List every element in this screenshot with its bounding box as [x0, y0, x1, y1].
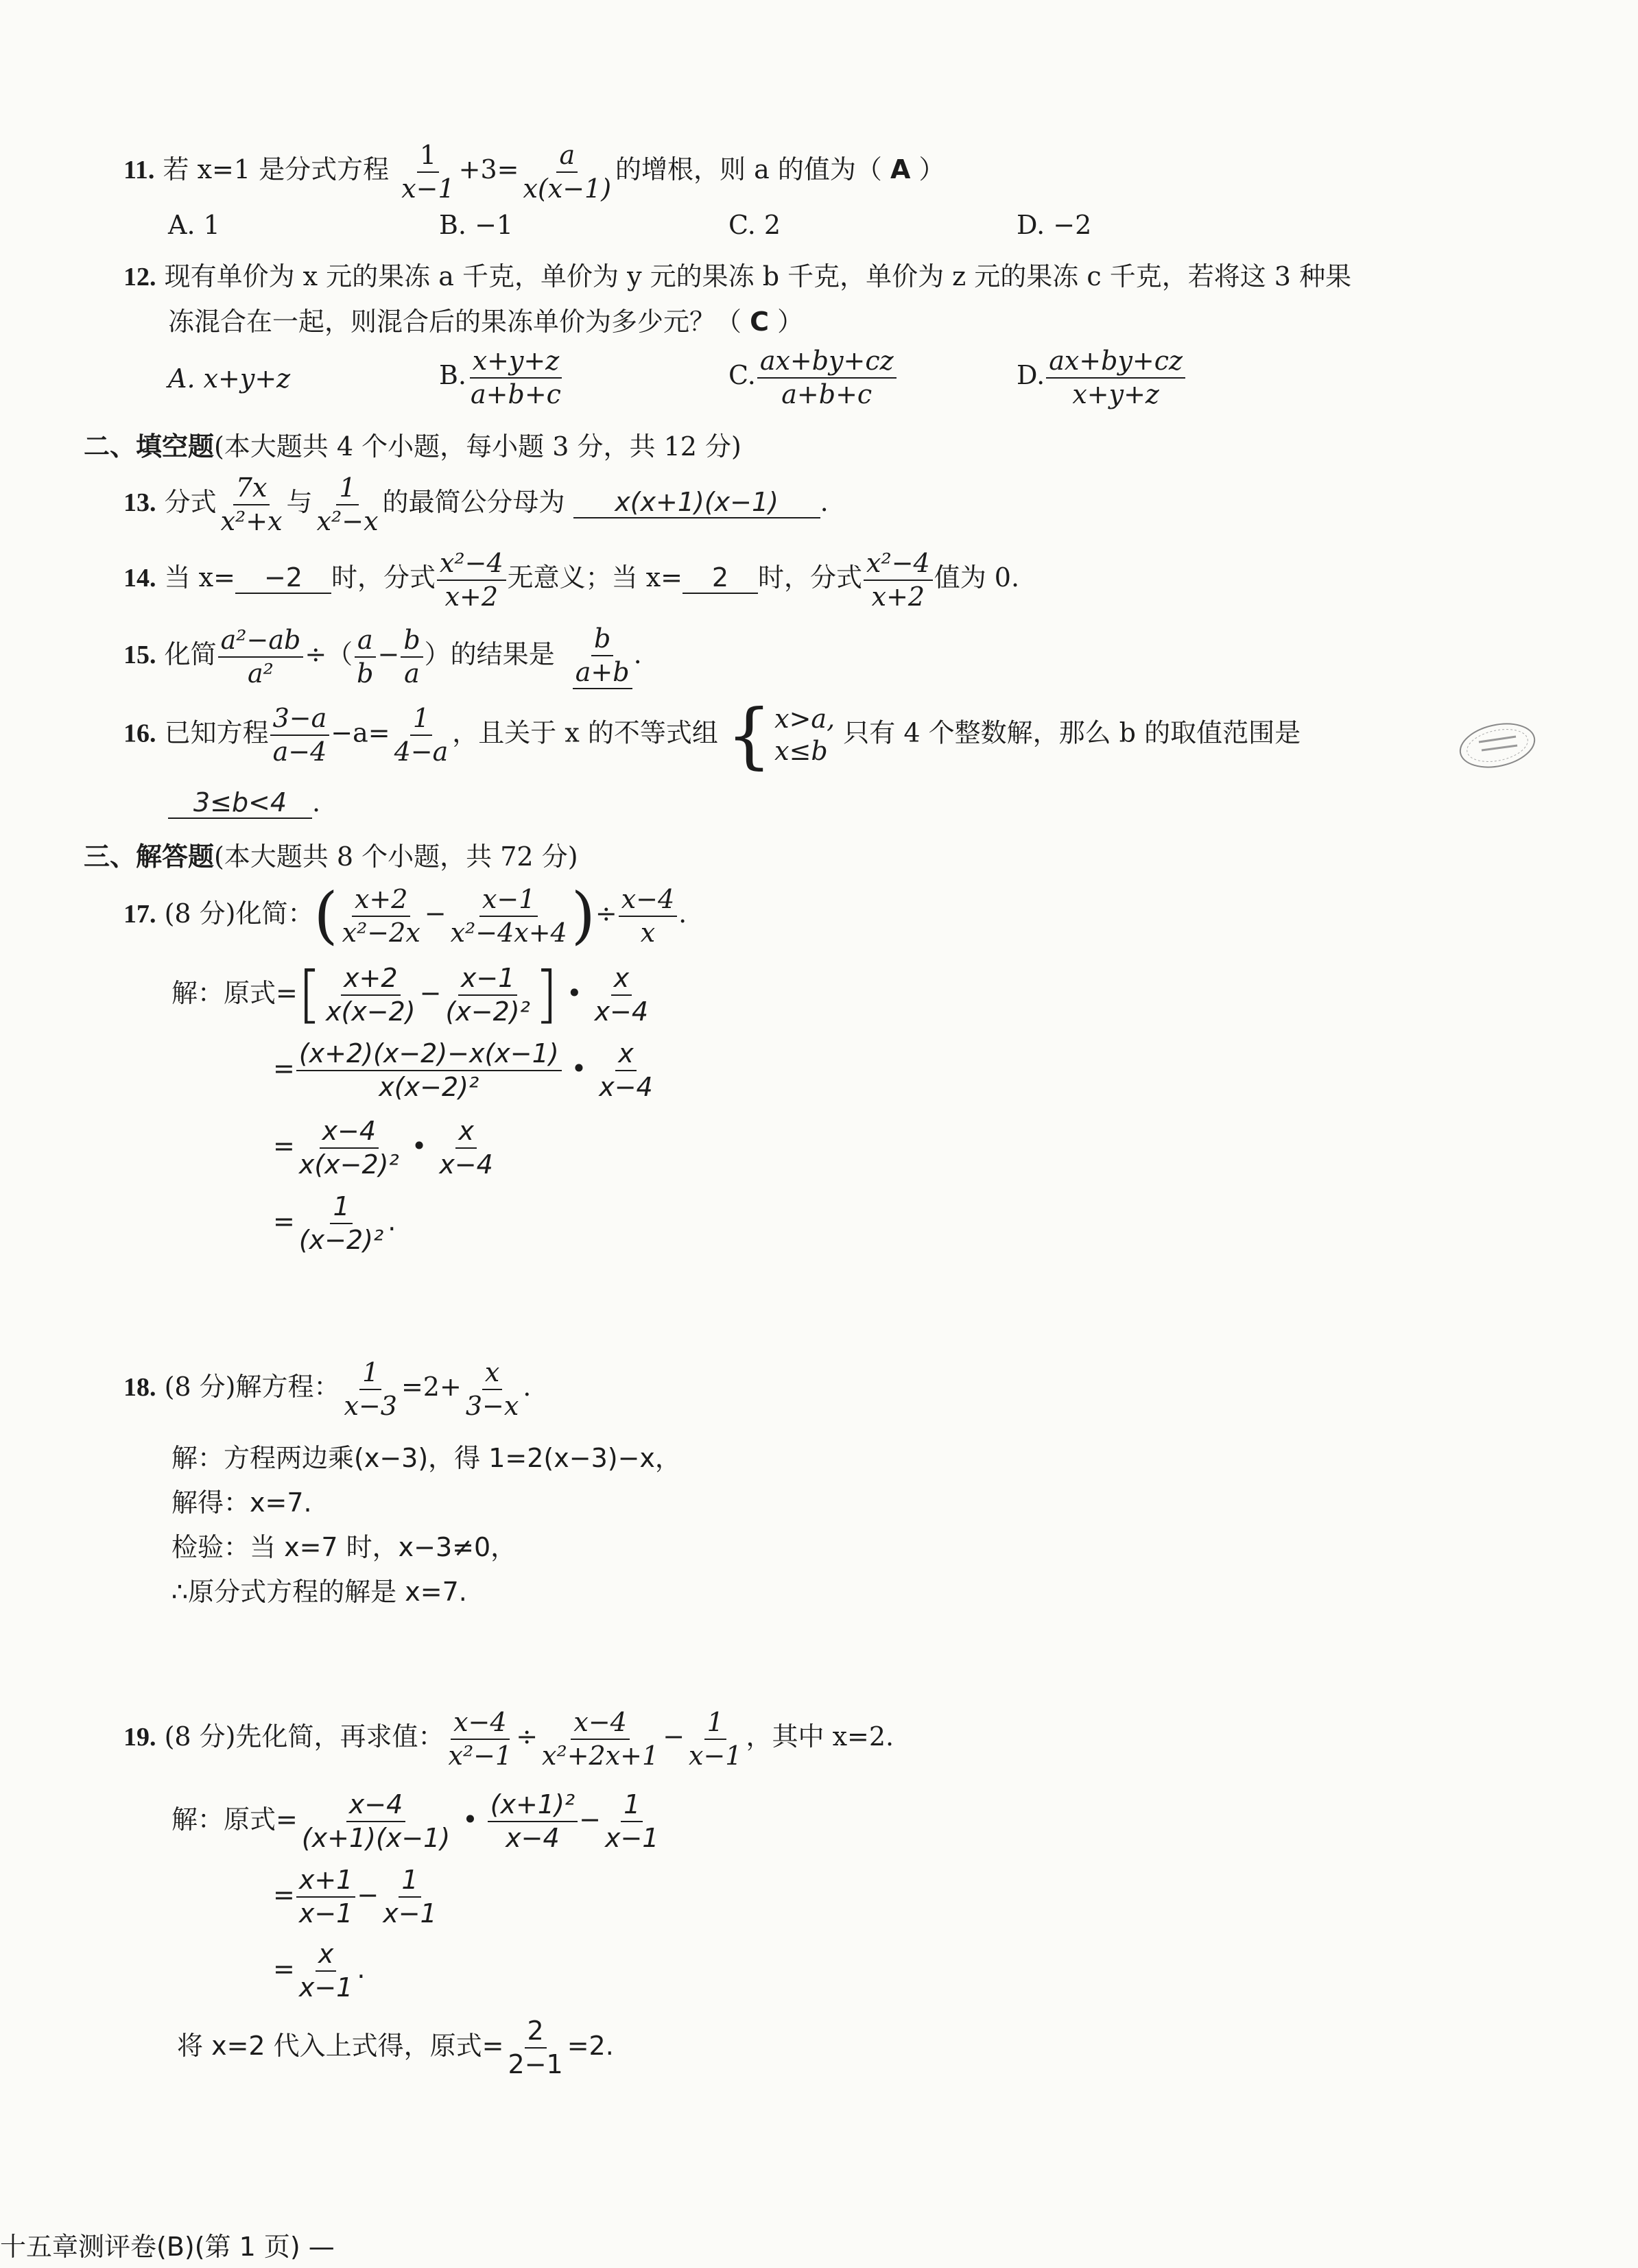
q18-solution-line-2: 解得：x=7.: [171, 1488, 312, 1518]
q11-stem: [123, 141, 945, 203]
period: .: [820, 487, 829, 518]
q11-mid: +3=: [458, 154, 519, 185]
q11-option-a: A. 1: [168, 210, 220, 240]
minus-sign: −: [663, 1721, 685, 1752]
q17-score: (8 分)化简：: [164, 898, 314, 929]
inequality-1: x>a,: [774, 703, 835, 734]
q15-text-a: 化简: [164, 639, 217, 670]
q12-option-a: A. x+y+z: [168, 363, 291, 394]
fraction: $\frac{a}{b}$: [354, 625, 376, 688]
section-note: (本大题共 4 个小题，每小题 3 分，共 12 分): [214, 431, 741, 462]
q19-step-1: 解：原式= $\frac{x-4}{(x+1)(x-1)}$ • $\frac{\text{(x+1)²}}{x-4}$ − $\frac{1}{x-1}$: [171, 1790, 663, 1852]
fraction: $\frac{x-4}{(x+1)(x-1)}$: [301, 1789, 451, 1853]
question-number: 18.: [123, 1373, 156, 1402]
period: .: [678, 898, 687, 929]
fraction: $\frac{(x+2)(x-2)-x(x-1)}{\text{x(x−2)²}}$: [296, 1039, 562, 1101]
q19-final-result: =2.: [567, 2031, 614, 2062]
answer-blank: −2: [235, 562, 331, 594]
q13: [123, 473, 829, 536]
section-heading-solutions: [84, 835, 578, 873]
question-number: 17.: [123, 900, 156, 929]
fraction: $\frac{ax+by+cz}{x+y+z}$: [1046, 346, 1185, 409]
q14-text-b: 时，分式: [331, 562, 436, 593]
q12-option-d: [1017, 346, 1187, 409]
q11-option-b: B. −1: [439, 210, 514, 240]
answer-choice: C: [750, 307, 769, 337]
q17-step-3: = $\frac{x-4}{\text{x(x−2)²}}$ • $\frac{x}{x-4}$: [273, 1117, 497, 1179]
q11-option-d: D. −2: [1017, 210, 1092, 240]
q17-step-4: = $\frac{1}{\text{(x−2)²}}$ .: [273, 1191, 396, 1255]
fraction: $\frac{x+2}{\text{x²−2x}}$: [342, 884, 420, 948]
section-title: 二、填空题: [84, 431, 215, 462]
q16-text-c: ，且关于 x 的不等式组: [452, 717, 718, 748]
q18-score: (8 分)解方程：: [164, 1372, 340, 1402]
fraction: $\frac{\text{x²−4}}{x+2}$: [864, 549, 933, 611]
option-label: D.: [1017, 360, 1045, 391]
q13-text-b: 与: [286, 487, 313, 518]
answer-fraction: $\frac{b}{a+b}$: [573, 624, 632, 689]
fraction: $\frac{x}{x-4}$: [594, 963, 649, 1027]
q18: [123, 1358, 531, 1420]
fraction: $\frac{ax+by+cz}{a+b+c}$: [757, 346, 897, 409]
q19-tail: ，其中 x=2.: [746, 1721, 894, 1752]
fraction: $\frac{x-1}{\text{x²−4x+4}}$: [450, 884, 567, 948]
q17-step-1: 解：原式=[ $\frac{x+2}{x(x-2)}$ − $\frac{x-1}{\text{(x−2)²}}$ ] • $\frac{x}{x-4}$: [171, 964, 652, 1026]
stamp-icon: [1453, 715, 1542, 776]
inequality-2: x≤b: [774, 736, 828, 766]
q12-text: 现有单价为 x 元的果冻 a 千克，单价为 y 元的果冻 b 千克，单价为 z 元的果冻 c 千克，若将这 3 种果: [164, 261, 1352, 291]
question-number: 12.: [123, 263, 156, 291]
period: .: [523, 1372, 532, 1402]
minus-sign: −: [377, 639, 400, 670]
fraction: $\frac{x-4}{\text{x²−1}}$: [448, 1707, 512, 1771]
answer-blank: 2: [682, 562, 758, 594]
fraction: $\frac{\text{(x+1)²}}{x-4}$: [488, 1790, 578, 1852]
q19-step-2: = $\frac{x+1}{x-1}$ − $\frac{1}{x-1}$: [273, 1865, 441, 1928]
q12-line1: [123, 255, 1351, 293]
q19-final-text: 将 x=2 代入上式得，原式=: [177, 2031, 504, 2062]
fraction: $\frac{x}{x-4}$: [439, 1116, 493, 1180]
option-label: B.: [439, 360, 467, 391]
q12-line2: [168, 300, 803, 338]
fraction: $\frac{x+1}{x-1}$: [296, 1865, 356, 1928]
fraction: $\frac{1}{\text{(x−2)²}}$: [298, 1191, 384, 1255]
question-number: 14.: [123, 564, 156, 593]
q17: 17. (8 分)化简：( $\frac{x+2}{\text{x²−2x}}$ − $\frac{x-1}{\text{x²−4x+4}}$ )÷ $\frac{x-4}{x}$ .: [123, 879, 687, 952]
divide-sign: ÷: [595, 898, 617, 929]
answer-blank: 3≤b<4: [168, 787, 312, 819]
q15: [123, 624, 642, 689]
q13-text-c: 的最简公分母为: [382, 487, 565, 518]
q13-text-a: 分式: [164, 487, 217, 518]
question-number: 16.: [123, 719, 156, 748]
q12-option-c: [728, 346, 898, 409]
fraction: $\frac{1}{\text{x²−x}}$: [316, 473, 379, 536]
fraction: $\frac{1}{x-1}$: [383, 1865, 437, 1929]
q16: [123, 693, 1301, 777]
q14-text-e: 值为 0.: [934, 562, 1020, 593]
question-number: 13.: [123, 488, 156, 518]
section-note: (本大题共 8 个小题，共 72 分): [214, 841, 578, 872]
fraction: $\frac{1}{x-1}$: [401, 140, 455, 204]
paren: ）: [918, 154, 945, 185]
fraction: $\frac{\text{x²−4}}{x+2}$: [437, 549, 506, 611]
inequality-system: { x>a, x≤b: [726, 693, 835, 777]
solution-label: 解：原式=: [171, 978, 298, 1009]
divide-sign: ÷: [516, 1721, 538, 1752]
q12-text-2: 冻混合在一起，则混合后的果冻单价为多少元？（: [168, 307, 742, 337]
q19-score: (8 分)先化简，再求值：: [164, 1721, 444, 1752]
fraction: $\frac{x+y+z}{a+b+c}$: [471, 346, 561, 409]
answer-choice: A: [890, 154, 911, 185]
section-heading-fill-in: [84, 425, 741, 463]
q11-text-a: 若 x=1 是分式方程: [163, 154, 390, 185]
paren: ）: [777, 307, 804, 337]
question-number: 19.: [123, 1723, 156, 1752]
q14-text-a: 当 x=: [164, 562, 235, 593]
fraction: $\frac{x}{x-4}$: [599, 1038, 653, 1102]
q11-text-b: 的增根，则 a 的值为（: [615, 154, 882, 185]
fraction: $\frac{1}{x-1}$: [604, 1789, 659, 1853]
q19: [123, 1708, 894, 1770]
fraction: $\frac{3-a}{a-4}$: [270, 704, 330, 766]
q14: [123, 549, 1019, 611]
period: .: [312, 787, 321, 817]
q18-solution-line-4: ∴原分式方程的解是 x=7.: [171, 1577, 467, 1607]
q16-text-b: −a=: [331, 717, 390, 748]
period: .: [633, 639, 642, 670]
fraction: $\frac{1}{x-3}$: [344, 1357, 397, 1421]
q19-step-3: = $\frac{x}{x-1}$ .: [273, 1939, 366, 2003]
q14-text-d: 时，分式: [758, 562, 863, 593]
answer-blank: x(x+1)(x−1): [573, 487, 820, 518]
fraction: $\frac{1}{x-1}$: [689, 1707, 742, 1771]
section-title: 三、解答题: [84, 841, 215, 872]
fraction: $\frac{x-1}{\text{(x−2)²}}$: [445, 963, 530, 1027]
q18-solution-line-1: 解：方程两边乘(x−3)，得 1=2(x−3)−x，: [171, 1443, 681, 1473]
fraction: $\frac{7x}{\text{x²+x}}$: [220, 473, 283, 536]
question-number: 11.: [123, 156, 155, 185]
fraction: $\frac{x}{3-x}$: [465, 1357, 519, 1421]
q11-option-c: C. 2: [728, 210, 781, 240]
fraction: $\frac{a}{x(x-1)}$: [523, 140, 612, 204]
fraction: $\frac{x-4}{x}$: [619, 885, 677, 947]
q17-step-2: = $\frac{(x+2)(x-2)-x(x-1)}{\text{x(x−2)²}}$ • $\frac{x}{x-4}$: [273, 1039, 657, 1101]
q14-text-c: 无意义；当 x=: [507, 562, 683, 593]
fraction: $\frac{x+2}{x(x-2)}$: [325, 963, 416, 1027]
minus-sign: −: [424, 898, 447, 929]
q18-mid: =2+: [401, 1372, 462, 1402]
solution-label: 解：原式=: [171, 1804, 298, 1835]
option-label: C.: [728, 360, 756, 391]
question-number: 15.: [123, 641, 156, 670]
fraction: $\frac{x-4}{\text{x²+2x+1}}$: [542, 1707, 659, 1771]
fraction: $\frac{x-4}{\text{x(x−2)²}}$: [298, 1116, 399, 1180]
fraction: $\frac{\text{a²−ab}}{\text{a²}}$: [218, 625, 304, 688]
fraction: $\frac{x}{x-1}$: [298, 1939, 353, 2003]
q15-text-d: ）的结果是: [424, 639, 555, 670]
q18-solution-line-3: 检验：当 x=7 时，x−3≠0，: [171, 1532, 517, 1562]
q19-final: [177, 2016, 614, 2079]
q16-text-a: 已知方程: [164, 717, 269, 748]
page-footer: 十五章测评卷(B)(第 1 页) —: [0, 2232, 335, 2262]
q15-text-b: ÷（: [305, 639, 353, 670]
q12-option-b: [439, 346, 565, 409]
fraction: $\frac{2}{2-1}$: [508, 2016, 563, 2079]
q16-text-d: 只有 4 个整数解，那么 b 的取值范围是: [843, 717, 1301, 748]
q16-answer-line: [168, 787, 320, 819]
fraction: $\frac{1}{4-a}$: [394, 703, 449, 767]
fraction: $\frac{b}{a}$: [401, 625, 423, 688]
